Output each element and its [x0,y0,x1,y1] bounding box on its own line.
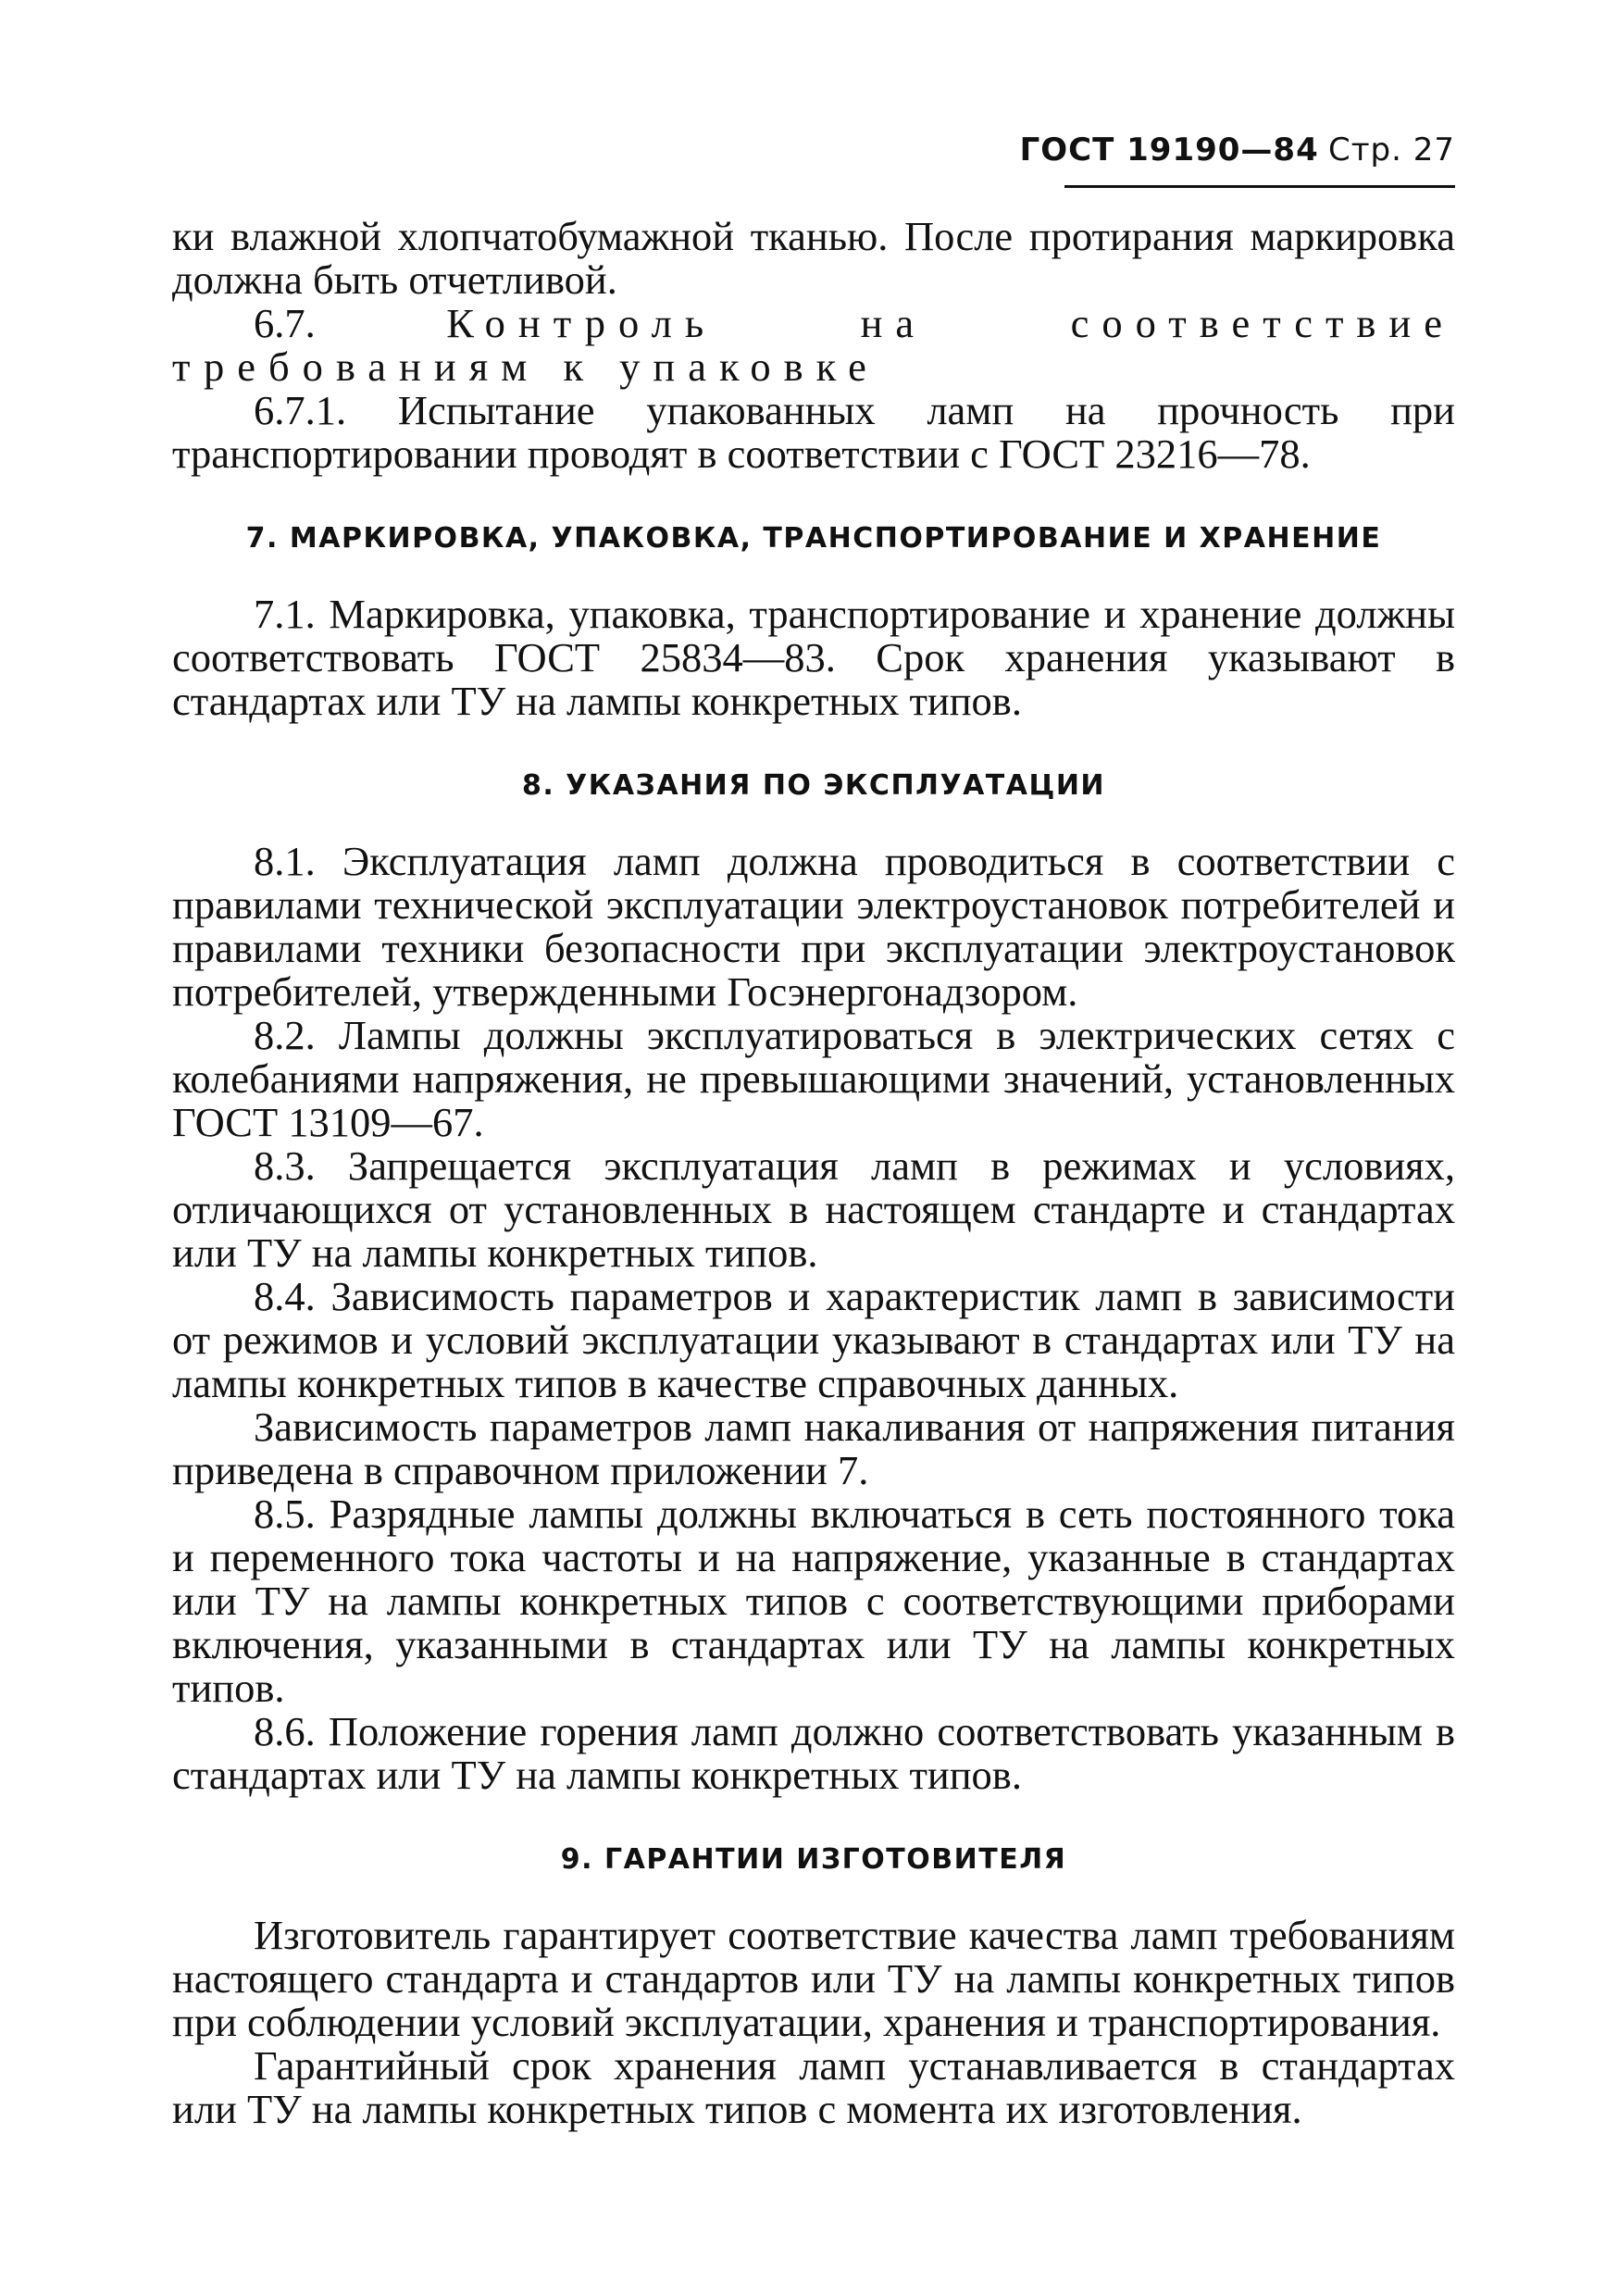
paragraph-8-4: 8.4. Зависимость параметров и характеристик ламп в зависимости от режимов и условий эксплуатации указывают в стандартах или ТУ на лампы конкретных типов в качестве справочных данных. [172,1273,1455,1406]
paragraph-8-6: 8.6. Положение горения ламп должно соответствовать указанным в стандартах или ТУ на лампы конкретных типов. [172,1708,1455,1798]
clause-number-6-7: 6.7. [254,300,316,346]
clause-title-6-7: Контроль на соответствие требованиям к упаковке [172,300,1455,390]
section-heading-8: 8. УКАЗАНИЯ ПО ЭКСПЛУАТАЦИИ [521,769,1106,802]
paragraph-8-2: 8.2. Лампы должны эксплуатироваться в электрических сетях с колебаниями напряжения, не превышающими значений, установленных ГОСТ 13109—67. [172,1012,1455,1145]
page-number: Стр. 27 [1327,131,1455,168]
paragraph-8-5: 8.5. Разрядные лампы должны включаться в сеть постоянного тока и переменного тока частоты и на напряжение, указанные в стандартах или ТУ на лампы конкретных типов с соответствующими приборами включения, указанными в стандартах или ТУ на лампы конкретных типов. [172,1491,1455,1711]
section-heading-7: 7. МАРКИРОВКА, УПАКОВКА, ТРАНСПОРТИРОВАНИЕ И ХРАНЕНИЕ [245,522,1382,555]
paragraph-9-b: Гарантийный срок хранения ламп устанавливается в стандартах или ТУ на лампы конкретных типов с момента их изготовления. [172,2042,1455,2132]
section-heading-9: 9. ГАРАНТИИ ИЗГОТОВИТЕЛЯ [560,1843,1067,1876]
standard-number: ГОСТ 19190—84 [1019,131,1319,168]
body-text [172,215,1455,2131]
paragraph-intro: ки влажной хлопчатобумажной тканью. После протирания маркировка должна быть отчетливой. [172,213,1455,303]
paragraph-7-1: 7.1. Маркировка, упаковка, транспортирование и хранение должны соответствовать ГОСТ 25834—83. Срок хранения указывают в стандартах или ТУ на лампы конкретных типов. [172,591,1455,724]
paragraph-8-4-b: Зависимость параметров ламп накаливания от напряжения питания приведена в справочном приложении 7. [172,1404,1455,1493]
running-header [1020,130,1455,169]
paragraph-6-7-1: 6.7.1. Испытание упакованных ламп на прочность при транспортировании проводят в соответствии с ГОСТ 23216—78. [172,387,1455,477]
header-rule [1064,185,1455,188]
paragraph-8-1: 8.1. Эксплуатация ламп должна проводиться в соответствии с правилами технической эксплуатации электроустановок потребителей и правилами техники безопасности при эксплуатации электроустановок потребителей, утвержденными Госэнергонадзором. [172,838,1455,1015]
paragraph-6-7 [172,302,1455,389]
paragraph-8-3: 8.3. Запрещается эксплуатация ламп в режимах и условиях, отличающихся от установленных в настоящем стандарте и стандартах или ТУ на лампы конкретных типов. [172,1142,1455,1276]
paragraph-9-a: Изготовитель гарантирует соответствие качества ламп требованиям настоящего стандарта и стандартов или ТУ на лампы конкретных типов при соблюдении условий эксплуатации, хранения и транспортирования. [172,1912,1455,2045]
